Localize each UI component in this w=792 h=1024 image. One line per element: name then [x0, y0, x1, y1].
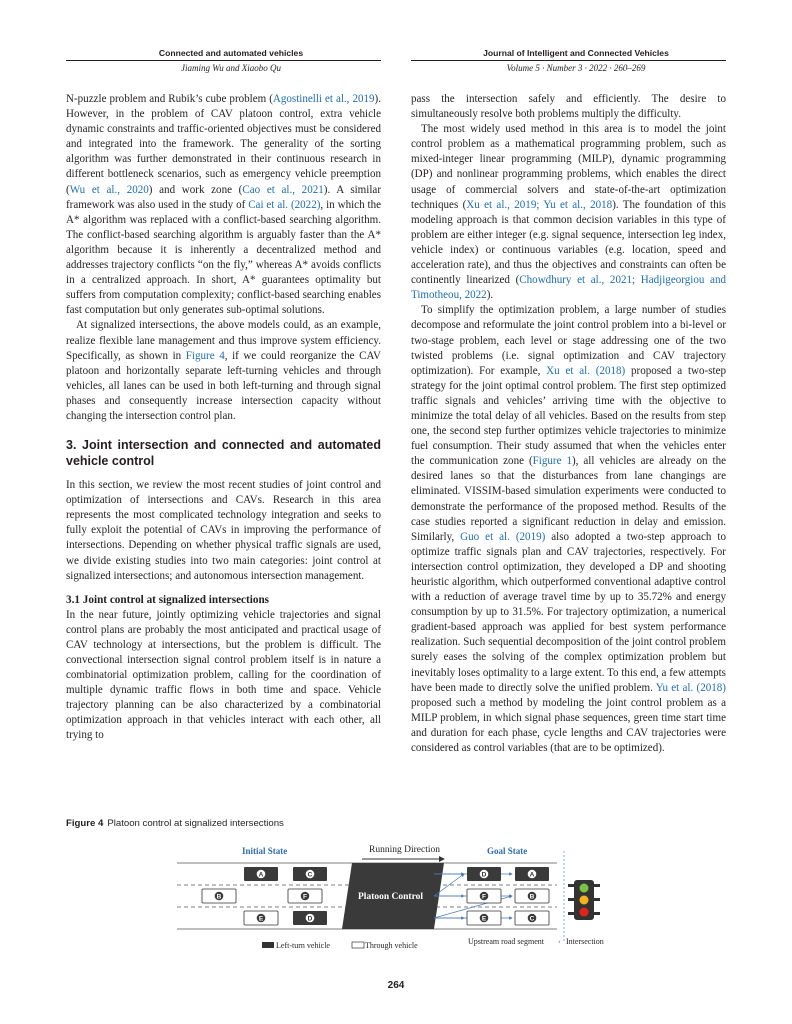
vehicle-a-goal: [515, 867, 549, 881]
header-rule-right: [411, 60, 726, 61]
platoon-figure: [172, 836, 612, 956]
page-number: 264: [387, 980, 405, 991]
vehicle-d-goal: [467, 867, 501, 881]
svg-text:F: F: [482, 893, 486, 901]
svg-text:D: D: [307, 915, 313, 923]
citation-link[interactable]: Cao et al., 2021: [242, 183, 324, 196]
vehicle-d-initial: [293, 911, 327, 925]
paragraph: The most widely used method in this area is to model the joint control problem as a mathematical programming problem, such as mixed-integer linear programming (MILP), dynamic programming (DP) and nonlinear programming problems, which enables the direct usage of commercial solvers and state-of-the-art optimization techniques (Xu et al., 2019; Yu et al., 2018). The foundation of this modeling approach is that common decision variables in this type of problem are either integer (e.g. signal sequence, intersection leg index, vehicle index) or continuous variables (e.g. location, speed and acceleration rate), and thus the objectives and constraints can often be continently linearized (Chowdhury et al., 2021; Hadjigeorgiou and Timotheou, 2022).: [411, 123, 727, 302]
paragraph: In the near future, jointly optimizing vehicle trajectories and signal control plans are probably the most anticipated and practical usage of CAV technology at intersections, but the problem is difficult. The convectional intersection signal control problem itself is in nature a combinatorial optimization problem, calling for the coordination of multiple dynamic traffic flows in both time and space. Vehicle trajectory planning can be also characterized by a combinatorial optimization approach in that vehicles interact with each other, all trying to: [66, 608, 381, 742]
svg-text:B: B: [216, 893, 222, 901]
paragraph: To simplify the optimization problem, a large number of studies decompose and reformulate the joint control problem into a bi-level or two-stage problem, each level or stage addressing one of the two twisted problems (i.e. signal optimization and CAV trajectory optimization). For example, Xu et al. (2018) proposed a two-step strategy for the joint optimal control problem. The first step optimized traffic signals and vehicles’ arriving time with the objective to minimize the total delay of all vehicles. Based on the results from step one, the second step further optimizes vehicle trajectories to minimize fuel consumption. Their study assumed that when the vehicles enter the communication zone (Figure 1), all vehicles are already on the desired lanes so that the disturbances from lane changings are eliminated. VISSIM-based simulation experiments were conducted to demonstrate the performance of the proposed method. Results of the case studies reported a significant reduction in delay and emission. Similarly, Guo et al. (2019) also adopted a two-step approach to optimize traffic signals plan and CAV trajectories, respectively. For intersection control optimization, they developed a DP and shooting heuristic algorithm, which outperformed conventional adaptive control with a reduction of average travel time by up to 35.72% and energy consumption by up to 31.5%. For trajectory optimization, a numerical gradient-based approach was applied for best system performance realization. Such sequential decomposition of the joint control problem surely eases the solving of the complex optimization problem but inevitably loses optimality to a large extent. To this end, a few attempts have been made to directly solve the unified problem. Yu et al. (2018) proposed such a method by modeling the joint control problem as a MILP problem, in which signal phase sequences, green time start time and duration for each phase, cycle lengths and CAV trajectories were considered as control variables (that are to be optimized).: [411, 304, 727, 755]
header-issue: Volume 5 · Number 3 · 2022 · 260–269: [506, 63, 646, 73]
citation-link[interactable]: Xu et al. (2018): [546, 364, 626, 377]
legend-through-label: Through vehicle: [365, 941, 418, 950]
legend-intersection-label: Intersection: [566, 937, 604, 946]
section-heading: 3. Joint intersection and connected and automated vehicle control: [66, 438, 381, 469]
citation-link[interactable]: Agostinelli et al., 2019: [272, 93, 375, 105]
citation-link[interactable]: Wu et al., 2020: [69, 183, 149, 196]
traffic-light-icon: [568, 880, 600, 920]
vehicle-c-initial: [293, 867, 327, 881]
paragraph: pass the intersection safely and efficiently. The desire to simultaneously resolve both problems multiply the difficulty.: [411, 93, 726, 121]
figure-link[interactable]: Figure 1: [532, 455, 572, 468]
figure-caption: [66, 818, 284, 829]
vehicle-e-goal: [467, 911, 501, 925]
paragraph: At signalized intersections, the above models could, as an example, realize flexible lane management and thus improve system efficiency. Specifically, as shown in Figure 4, if we could reorganize the CAV platoon and horizontally separate left-turning vehicles and through vehicles, all lanes can be used in both left-turning and through signal phases and consequently increase intersection capacity without changing the intersection control plan.: [66, 319, 381, 422]
citation-link[interactable]: Guo et al. (2019): [460, 530, 546, 543]
platoon-control-label: Platoon Control: [358, 892, 424, 902]
vehicle-c-goal: [515, 911, 549, 925]
svg-text:E: E: [481, 915, 487, 923]
initial-state-label: Initial State: [242, 846, 288, 856]
running-direction-label: Running Direction: [369, 845, 440, 855]
vehicle-f-initial: [288, 889, 322, 903]
journal-name: Journal of Intelligent and Connected Vehicles: [483, 48, 669, 58]
legend-upstream-label: Upstream road segment: [468, 937, 544, 946]
header-authors: Jiaming Wu and Xiaobo Qu: [181, 63, 281, 73]
legend-through-swatch: [352, 942, 364, 948]
vehicle-e-initial: [244, 911, 278, 925]
paragraph: N-puzzle problem and Rubik’s cube problem (Agostinelli et al., 2019). However, in the problem of CAV platoon control, extra vehicle dynamic constraints and traffic-oriented objectives must be considered and integrated into the framework. The generality of the sorting algorithm was further demonstrated in their continuous research in different bottleneck scenarios, such as emergency vehicle preemption (Wu et al., 2020) and work zone (Cao et al., 2021). A similar framework was also used in the study of Cai et al. (2022), in which the A* algorithm was replaced with a conflict-based searching algorithm. The conflict-based searching algorithm is arguably faster than the A* algorithm because it is inherently a decentralized method and addresses trajectory conflicts “on the fly,” whereas A* avoids conflicts in a centralized approach. In short, A* guarantees optimality but suffers from computation complexity; conflict-based searching enables fast computation but only generates sub-optimal solutions.: [66, 93, 381, 317]
legend-separator-icon: ‹: [558, 938, 561, 946]
figure-label: Figure 4: [66, 818, 104, 829]
citation-link[interactable]: Chowdhury et al., 2021; Hadjigeorgiou and Timotheou, 2022: [411, 274, 727, 302]
citation-link[interactable]: Yu et al. (2018): [655, 681, 726, 694]
svg-text:C: C: [307, 871, 313, 879]
svg-text:A: A: [529, 871, 535, 879]
journal-section-title: Connected and automated vehicles: [158, 48, 304, 58]
vehicle-b-goal: [515, 889, 549, 903]
left-column: [66, 92, 381, 744]
figure-link[interactable]: Figure 4: [185, 349, 225, 362]
vehicle-b-initial: [202, 889, 236, 903]
vehicle-a-initial: [244, 867, 278, 881]
citation-link[interactable]: Xu et al., 2019; Yu et al., 2018: [466, 198, 613, 211]
svg-text:F: F: [303, 893, 307, 901]
paragraph: In this section, we review the most recent studies of joint control and optimization of intersections and CAVs. Research in this area represents the most complicated technology integration and seeks to fully exploit the potential of CAVs in improving the performance of intersections. Depending on whether physical traffic signals are used, we divide existing studies into two main categories: joint control at signalized intersections; and autonomous intersection management.: [66, 479, 381, 582]
vehicle-f-goal: [467, 889, 501, 903]
citation-link[interactable]: Cai et al. (2022): [248, 198, 321, 211]
subsection-heading: 3.1 Joint control at signalized intersections: [66, 593, 270, 606]
header-rule-left: [66, 60, 381, 61]
goal-state-label: Goal State: [487, 846, 528, 856]
svg-text:A: A: [258, 871, 264, 879]
svg-text:C: C: [529, 915, 535, 923]
legend-left-turn-swatch: [262, 942, 274, 948]
svg-text:D: D: [481, 871, 487, 879]
right-column: [411, 92, 726, 756]
svg-text:B: B: [529, 893, 535, 901]
svg-text:E: E: [258, 915, 264, 923]
legend-left-turn-label: Left-turn vehicle: [276, 941, 330, 950]
figure-caption-text: Platoon control at signalized intersections: [107, 818, 284, 829]
